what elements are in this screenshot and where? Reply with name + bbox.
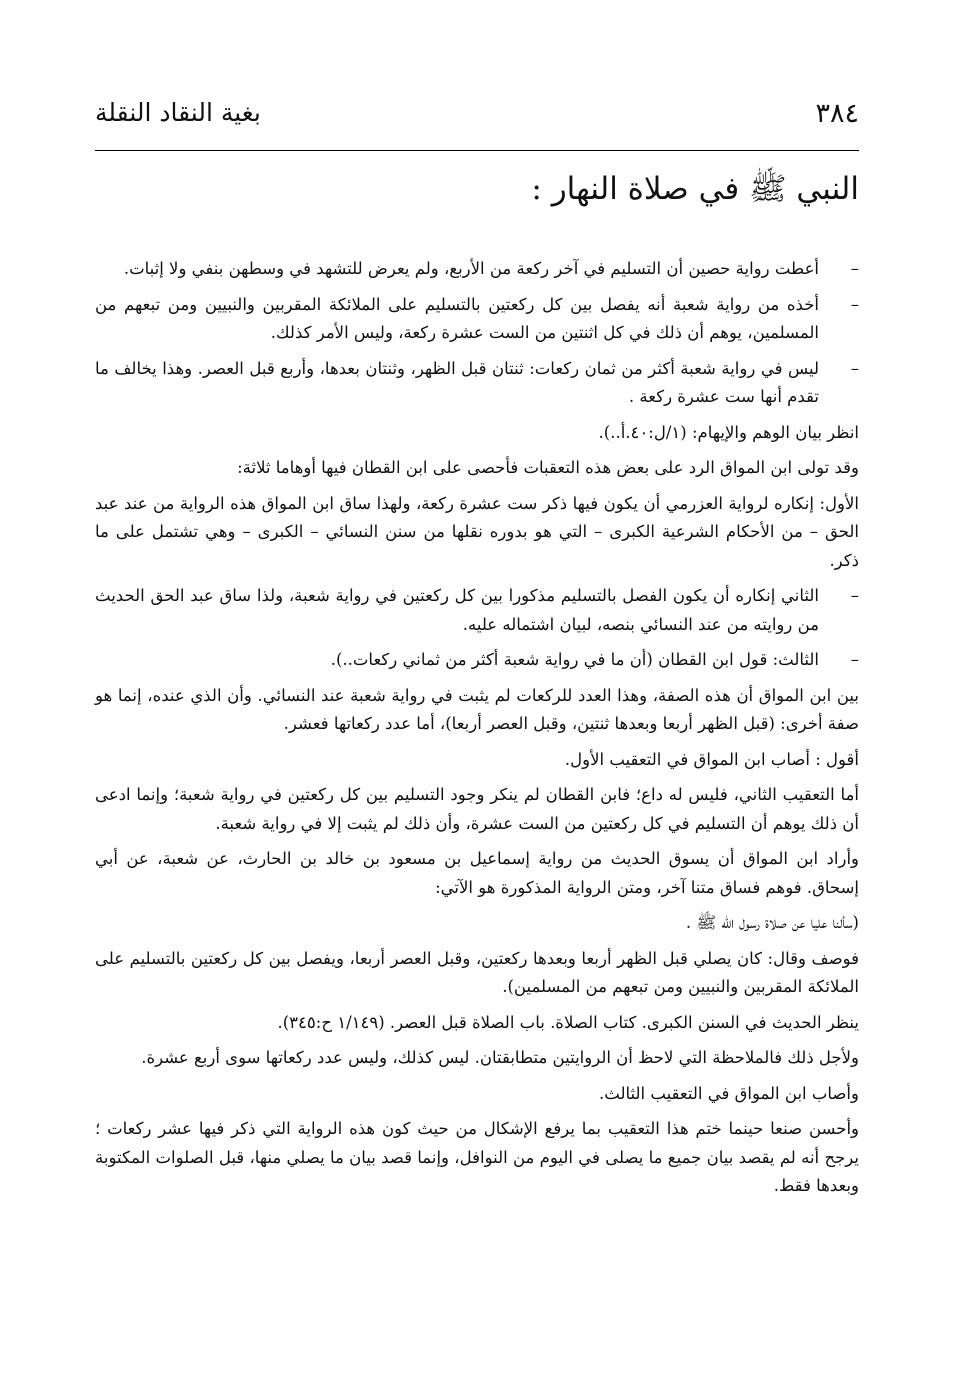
- paragraph: وأصاب ابن المواق في التعقيب الثالث.: [599, 1083, 859, 1103]
- page-number: ٣٨٤: [815, 98, 859, 129]
- paragraph: أقول : أصاب ابن المواق في التعقيب الأول.: [564, 749, 859, 769]
- bullet-paragraph: [95, 355, 859, 412]
- paragraph: الأول: إنكاره لرواية العزرمي أن يكون فيها ذكر ست عشرة ركعة، ولهذا ساق ابن المواق هذه الرواية من عند عبد الحق – من الأحكام الشرعية الكبرى – التي هو بدوره نقلها من سنن النسائي – الكبرى – وهي تشتمل على ما ذكر.: [95, 493, 859, 570]
- paragraph: فوصف وقال: كان يصلي قبل الظهر أربعا وبعدها ركعتين، وقبل العصر أربعا، ويفصل بين كل ركعتين بالتسليم على الملائكة المقربين والنبيين ومن تبعهم من المسلمين).: [95, 948, 859, 996]
- paragraph-text: ليس في رواية شعبة أكثر من ثمان ركعات: ثنتان قبل الظهر، وثنتان بعدها، وأربع قبل العصر. وهذا يخالف ما تقدم أنها ست عشرة ركعة .: [95, 358, 819, 406]
- bullet-paragraph: [95, 255, 859, 284]
- bullet-paragraph: [95, 291, 859, 348]
- paragraph-text: أخذه من رواية شعبة أنه يفصل بين كل ركعتين بالتسليم على الملائكة المقربين والنبيين ومن تبعهم من المسلمين، يوهم أن ذلك في كل اثنتين من الست عشرة ركعة، وليس الأمر كذلك.: [95, 294, 819, 342]
- bullet-paragraph: [95, 582, 859, 639]
- dash-marker: –: [850, 358, 859, 378]
- paragraph: انظر بيان الوهم والإيهام: (١/ل:٤٠.أ..).: [598, 422, 859, 442]
- dash-marker: –: [850, 650, 859, 669]
- dash-marker: –: [850, 259, 859, 278]
- paragraph: وقد تولى ابن المواق الرد على بعض هذه التعقبات فأحصى على ابن القطان فيها أوهاما ثلاثة:: [237, 458, 859, 477]
- paragraph-text: الثاني إنكاره أن يكون الفصل بالتسليم مذكورا بين كل ركعتين في رواية شعبة، ولذا ساق عبد الحق الحديث من روايته من عند النسائي بنصه، لبيان اشتماله عليه.: [95, 586, 819, 634]
- body-text: [95, 255, 859, 1208]
- running-title: بغية النقاد النقلة: [95, 98, 261, 127]
- paragraph: وأحسن صنعا حينما ختم هذا التعقيب بما يرفع الإشكال من حيث كون هذه الرواية التي ذكر فيها عشر ركعات ؛ يرجح أنه لم يقصد بيان جميع ما يصلى في اليوم من النوافل، وإنما قصد بيان ما يصلي منها، قبل الصلوات المكتوبة وبعدها فقط.: [95, 1119, 859, 1195]
- paragraph-text: أعطت رواية حصين أن التسليم في آخر ركعة من الأربع، ولم يعرض للتشهد في وسطهن بنفي ولا إثبات.: [123, 259, 819, 278]
- paragraph: وأراد ابن المواق أن يسوق الحديث من رواية إسماعيل بن مسعود بن خالد بن الحارث، عن شعبة، عن أبي إسحاق. فوهم فساق متنا آخر، ومتن الرواية المذكورة هو الآتي:: [95, 849, 860, 897]
- dash-marker: –: [850, 586, 859, 605]
- header-rule: [95, 150, 859, 151]
- paragraph: ينظر الحديث في السنن الكبرى. كتاب الصلاة. باب الصلاة قبل العصر. (١/١٤٩ ح:٣٤٥).: [277, 1012, 859, 1032]
- paragraph: (سألنا عليا عن صلاة رسول الله ﷺ .: [685, 913, 859, 932]
- page-header: [95, 98, 859, 138]
- paragraph-text: الثالث: قول ابن القطان (أن ما في رواية شعبة أكثر من ثماني ركعات..).: [330, 650, 819, 669]
- bullet-paragraph: [95, 646, 859, 675]
- section-heading: النبي ﷺ في صلاة النهار :: [531, 171, 859, 207]
- paragraph: ولأجل ذلك فالملاحظة التي لاحظ أن الروايتين متطابقتان. ليس كذلك، وليس عدد ركعاتها سوى أربع عشرة.: [141, 1048, 859, 1067]
- paragraph: بين ابن المواق أن هذه الصفة، وهذا العدد للركعات لم يثبت في رواية شعبة عند النسائي. وأن الذي عنده، إنما هو صفة أخرى: (قبل الظهر أربعا وبعدها ثنتين، وقبل العصر أربعا)، أما عدد ركعاتها فعشر.: [95, 685, 859, 733]
- dash-marker: –: [850, 294, 859, 314]
- paragraph: أما التعقيب الثاني، فليس له داع؛ فابن القطان لم ينكر وجود التسليم بين كل ركعتين في رواية شعبة؛ وإنما ادعى أن ذلك يوهم أن التسليم في كل ركعتين من الست عشرة، وأن ذلك لم يثبت إلا في رواية شعبة.: [95, 785, 859, 833]
